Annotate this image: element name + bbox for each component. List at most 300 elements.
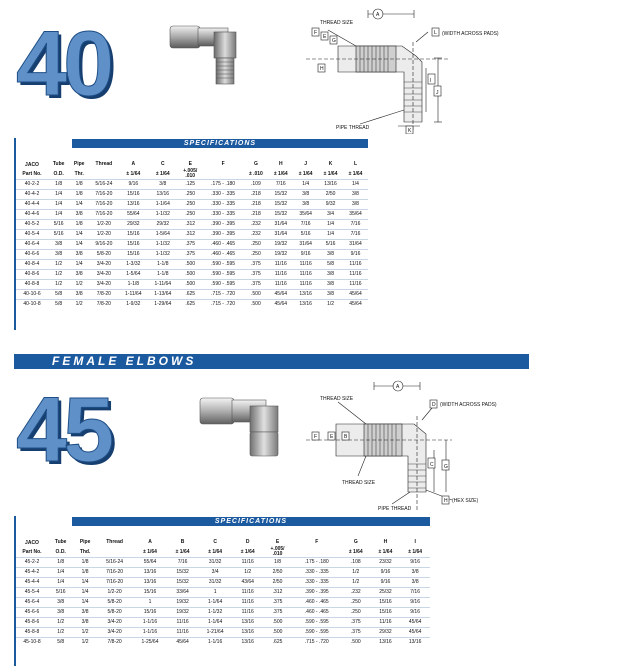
table-cell: 11/16: [343, 260, 368, 270]
label-width-across-pads-45: (WIDTH ACROSS PADS): [440, 402, 497, 408]
part-number-45: 45: [16, 379, 111, 481]
table-cell: 3/8: [318, 250, 343, 260]
table-cell: .590 - .595: [293, 618, 341, 628]
table-cell: 2/50: [263, 568, 293, 578]
table-cell: 1-1/16: [132, 618, 167, 628]
part-number-cell: 45-2-2: [16, 558, 48, 568]
table-cell: 9/16: [400, 598, 430, 608]
table-cell: 1/4: [318, 220, 343, 230]
table-row: [16, 180, 368, 190]
table-cell: .250: [243, 240, 268, 250]
table-cell: 9/16-20: [89, 240, 119, 250]
table-cell: 1/4: [69, 260, 89, 270]
table-cell: 55/64: [119, 210, 148, 220]
table-cell: 45/64: [343, 300, 368, 310]
table-cell: 13/16: [400, 638, 430, 648]
table-cell: .250: [341, 608, 371, 618]
table-cell: 23/32: [371, 558, 401, 568]
table-cell: .390 - .395: [293, 588, 341, 598]
table-cell: .625: [178, 300, 203, 310]
table-cell: 7/8-20: [89, 290, 119, 300]
table-cell: 11/16: [343, 270, 368, 280]
spec-rows-45: [16, 558, 430, 648]
table-cell: .715 - .720: [293, 638, 341, 648]
table-row: [16, 240, 368, 250]
table-cell: .218: [243, 210, 268, 220]
table-cell: 7/16-20: [89, 200, 119, 210]
table-cell: 1/8: [69, 190, 89, 200]
table-cell: 3/8: [69, 270, 89, 280]
table-cell: 1-21/64: [197, 628, 232, 638]
table-cell: 13/16: [293, 290, 318, 300]
table-cell: 13/16: [293, 300, 318, 310]
table-cell: 5/16-24: [97, 558, 132, 568]
table-cell: 13/16: [233, 618, 263, 628]
part-number-40: 40: [16, 13, 111, 115]
table-cell: 9/16: [371, 578, 401, 588]
table-cell: 35/64: [343, 210, 368, 220]
table-cell: 1-3/32: [119, 260, 148, 270]
table-cell: .218: [243, 190, 268, 200]
table-cell: 1/2: [341, 568, 371, 578]
header-part: JACO Part No.: [22, 161, 42, 177]
table-cell: 5/16: [48, 588, 73, 598]
table-cell: .375: [178, 240, 203, 250]
table-cell: 1/2: [69, 280, 89, 290]
table-cell: 3/4: [318, 210, 343, 220]
table-cell: 1/2: [233, 568, 263, 578]
table-cell: .500: [178, 280, 203, 290]
table-cell: .460 - .465: [203, 240, 244, 250]
table-cell: 1/2: [69, 300, 89, 310]
table-cell: .390 - .395: [203, 230, 244, 240]
spec-table-40: JACO Part No. Tube Pipe Thread A C E F G H J K L O.D. Thr. ± 1/64 ± 1/64 +.005/ .010 ± .010 ± 1/64 ± 1/64 ± 1/64 ± 1/64 40-2-2 1/8 1/8 5/16-24 9/16 3/8 .125 .175 - .180 .109 7/16 1/4 13/16 1/4 40-4-2 1/4 1/8 7/16-20 15/16 13/16 .250 .330 - .335 .218 15/32 3/8 2/50 3/8 40-4-4 1/4 1/4 7/16-20 13/16 1-1/64 .250 .330 - .335 .218 15/32 3/8 9/32 3/8 40-4-6 1/4 3/8 7/16-20 55/64 1-1/32 .250 .330 - .335 .218 15/32 35/64 3/4 35/64 40-5-2 5/16 1/8 1/2-20 29/32 29/32 .312 .390 - .395 .232 31/64 7/16 1/4 7/16 40-5-4 5/16 1/4 1/2-20 15/16 1-5/64 .312 .390 - .395 .232 31/64 5/16 1/4 7/16 40-6-4 3/8 1/4 9/16-20 15/16 1-1/32 .375 .460 - .465 .250 19/32 31/64 5/16 31/64 40-6-6 3/8 3/8 5/8-20 15/16 1-1/32 .375 .460 - .465 .250 19/32 9/16 3/8 9/16 40-8-4 1/2 1/4 3/4-20 1-3/32 1-1/8 .500 .590 - .595 .375 11/16 11/16 5/8 11/16 40-8-6 1/2 3/8 3/4-20 1-5/64 1-1/8 .500 .590 - .595 .375 11/16 11/16 3/8 11/16 40-8-8 1/2 1/2 3/4-20 1-1/8 1-11/64 .500 .590 - .595 .375 11/16 11/16 3/8 11/16 40-10-6 5/8 3/8 7/8-20 1-11/64 1-13/64 .625 .715 - .720 .500 45/64 13/16 3/8 45/64 40-10-8 5/8 1/2 7/8-20 1-9/32 1-29/64 .625 .715 - .720 .500 45/64 13/16 1/2 45/64: [16, 160, 368, 309]
table-row: [16, 220, 368, 230]
table-cell: 1/8: [48, 180, 69, 190]
table-row: [16, 190, 368, 200]
table-cell: 13/16: [119, 200, 148, 210]
part-number-cell: 45-8-8: [16, 628, 48, 638]
table-cell: 19/32: [168, 598, 198, 608]
table-cell: 15/16: [119, 240, 148, 250]
table-cell: 11/16: [371, 618, 401, 628]
table-cell: .232: [243, 230, 268, 240]
table-cell: 7/8-20: [97, 638, 132, 648]
part-number-cell: 40-8-6: [16, 270, 48, 280]
table-cell: .460 - .465: [203, 250, 244, 260]
table-cell: 7/8-20: [89, 300, 119, 310]
part-number-cell: 40-10-6: [16, 290, 48, 300]
table-cell: .312: [263, 588, 293, 598]
table-cell: 1/2: [318, 300, 343, 310]
table-cell: 7/16-20: [97, 578, 132, 588]
table-cell: .375: [243, 270, 268, 280]
header-part: JACO Part No.: [22, 539, 42, 555]
label-width-across-pads-40: (WIDTH ACROSS PADS): [442, 31, 499, 37]
table-cell: .330 - .335: [293, 578, 341, 588]
table-cell: 7/16-20: [97, 568, 132, 578]
table-cell: 1-9/32: [119, 300, 148, 310]
table-cell: 9/16: [371, 568, 401, 578]
svg-text:E: E: [330, 434, 334, 440]
table-cell: 7/16: [400, 588, 430, 598]
table-row: [16, 598, 430, 608]
table-cell: 5/16-24: [89, 180, 119, 190]
table-cell: 3/8: [318, 290, 343, 300]
table-cell: 15/32: [268, 210, 293, 220]
table-cell: .330 - .335: [293, 568, 341, 578]
table-cell: .500: [178, 270, 203, 280]
table-row: [16, 618, 430, 628]
table-cell: .375: [263, 608, 293, 618]
table-cell: 7/16: [343, 220, 368, 230]
svg-text:G: G: [444, 464, 448, 470]
table-cell: .500: [243, 300, 268, 310]
table-cell: 2/50: [263, 578, 293, 588]
table-cell: 15/16: [371, 598, 401, 608]
table-cell: 35/64: [293, 210, 318, 220]
table-cell: 11/16: [233, 588, 263, 598]
table-cell: .330 - .335: [203, 190, 244, 200]
table-cell: 1-1/32: [148, 210, 178, 220]
table-cell: 15/16: [119, 250, 148, 260]
svg-text:F: F: [314, 434, 318, 440]
label-thread-size-45b: THREAD SIZE: [342, 480, 376, 486]
table-row: [16, 608, 430, 618]
part-number-cell: 40-6-6: [16, 250, 48, 260]
table-cell: 13/16: [148, 190, 178, 200]
table-cell: 13/16: [132, 578, 167, 588]
table-cell: 33/64: [168, 588, 198, 598]
table-cell: .125: [178, 180, 203, 190]
table-cell: 1-1/32: [148, 240, 178, 250]
table-row: [16, 628, 430, 638]
table-cell: 1-1/64: [197, 598, 232, 608]
table-cell: 1-1/32: [197, 608, 232, 618]
table-cell: 19/32: [268, 240, 293, 250]
table-cell: .500: [341, 638, 371, 648]
svg-text:K: K: [408, 128, 412, 134]
table-cell: 1-5/64: [148, 230, 178, 240]
label-pipe-thread-45: PIPE THREAD: [378, 506, 412, 512]
table-cell: 1-1/8: [148, 260, 178, 270]
table-cell: 3/8: [48, 250, 69, 260]
part-number-cell: 45-5-4: [16, 588, 48, 598]
table-cell: 1-1/64: [148, 200, 178, 210]
table-cell: 1/4: [73, 578, 96, 588]
table-cell: 3/4-20: [89, 270, 119, 280]
table-cell: 7/16-20: [89, 190, 119, 200]
table-row: [16, 260, 368, 270]
table-cell: 3/8: [293, 200, 318, 210]
table-cell: .312: [178, 230, 203, 240]
part-number-cell: 40-8-8: [16, 280, 48, 290]
table-cell: 5/8-20: [97, 598, 132, 608]
table-cell: 9/16: [293, 250, 318, 260]
table-cell: 11/16: [343, 280, 368, 290]
table-cell: 1-11/64: [148, 280, 178, 290]
table-cell: 11/16: [268, 260, 293, 270]
spec-table-45: JACO Part No. Tube Pipe Thread A B C D E F G H I O.D. Thd. ± 1/64 ± 1/64 ± 1/64 ± 1/64 +.005/ .010 ± 1/64 ± 1/64 ± 1/64 45-2-2 1/8 1/8 5/16-24 55/64 7/16 31/32 11/16 1/8 .175 - .180 .108 23/32 9/16 45-4-2 1/4 1/8 7/16-20 13/16 15/32 3/4 1/2 2/50 .330 - .335 1/2 9/16 3/8 45-4-4 1/4 1/4 7/16-20 13/16 15/32 31/32 43/64 2/50 .330 - .335 1/2 9/16 3/8 45-5-4 5/16 1/4 1/2-20 15/16 33/64 1 11/16 .312 .390 - .395 .232 25/32 7/16 45-6-4 3/8 1/4 5/8-20 1 19/32 1-1/64 11/16 .375 .460 - .465 .250 15/16 9/16 45-6-6 3/8 3/8 5/8-20 15/16 19/32 1-1/32 11/16 .375 .460 - .465 .250 15/16 9/16 45-8-6 1/2 3/8 3/4-20 1-1/16 11/16 1-1/64 13/16 .500 .590 - .595 .375 11/16 45/64 45-8-8 1/2 1/2 3/4-20 1-1/16 11/16 1-21/64 13/16 .500 .590 - .595 .375 29/32 45/64 45-10-8 5/8 1/2 7/8-20 1-25/64 45/64 1-1/16 13/16 .625 .715 - .720 .500 13/16 13/16: [16, 538, 430, 647]
table-cell: .375: [341, 618, 371, 628]
table-cell: 29/32: [119, 220, 148, 230]
table-cell: 1/4: [48, 578, 73, 588]
part-number-cell: 40-5-2: [16, 220, 48, 230]
table-cell: 3/8: [73, 618, 96, 628]
table-cell: 45/64: [268, 300, 293, 310]
table-cell: 5/8: [48, 638, 73, 648]
svg-text:L: L: [434, 30, 437, 36]
part-number-cell: 45-6-6: [16, 608, 48, 618]
table-cell: 15/32: [268, 200, 293, 210]
table-row: [16, 290, 368, 300]
table-cell: .460 - .465: [293, 598, 341, 608]
table-cell: 13/16: [233, 628, 263, 638]
table-cell: 1/2-20: [97, 588, 132, 598]
table-cell: .625: [178, 290, 203, 300]
table-cell: 1/4: [48, 200, 69, 210]
svg-text:B: B: [344, 434, 348, 440]
label-hex-size-45: (HEX SIZE): [452, 498, 479, 504]
table-cell: 1/4: [343, 180, 368, 190]
label-pipe-thread-40: PIPE THREAD: [336, 125, 370, 131]
table-cell: 15/16: [119, 190, 148, 200]
label-thread-size-45: THREAD SIZE: [320, 396, 354, 402]
table-cell: 1/2-20: [89, 220, 119, 230]
spec-title-45: SPECIFICATIONS: [72, 517, 430, 526]
table-cell: 9/32: [318, 200, 343, 210]
table-cell: .108: [341, 558, 371, 568]
table-cell: .312: [178, 220, 203, 230]
table-cell: 9/16: [119, 180, 148, 190]
part-number-cell: 45-10-8: [16, 638, 48, 648]
table-cell: 25/32: [371, 588, 401, 598]
diagram-letter-a: A: [376, 12, 380, 18]
table-cell: 3/8: [400, 568, 430, 578]
table-cell: .500: [178, 260, 203, 270]
spec-rows-40: [16, 180, 368, 310]
table-cell: 1/4: [48, 190, 69, 200]
table-cell: 5/16: [293, 230, 318, 240]
table-cell: 1/2: [48, 260, 69, 270]
svg-text:G: G: [332, 38, 336, 44]
table-cell: 1-1/8: [148, 270, 178, 280]
svg-text:I: I: [430, 78, 432, 84]
table-cell: 1-1/32: [148, 250, 178, 260]
table-cell: 3/8: [318, 280, 343, 290]
table-cell: 3/8: [293, 190, 318, 200]
table-cell: .375: [178, 250, 203, 260]
table-cell: 15/16: [132, 588, 167, 598]
table-cell: 3/8: [318, 270, 343, 280]
table-cell: 5/8-20: [89, 250, 119, 260]
table-cell: 1/2-20: [89, 230, 119, 240]
part-number-cell: 40-5-4: [16, 230, 48, 240]
table-cell: .625: [263, 638, 293, 648]
table-cell: 1/2: [341, 578, 371, 588]
table-cell: .460 - .465: [293, 608, 341, 618]
svg-text:D: D: [432, 402, 436, 408]
table-cell: 15/32: [168, 568, 198, 578]
table-row: [16, 568, 430, 578]
table-cell: 11/16: [233, 598, 263, 608]
svg-text:E: E: [323, 34, 327, 40]
table-cell: 1/8: [69, 180, 89, 190]
table-cell: 1-1/16: [132, 628, 167, 638]
table-cell: 55/64: [132, 558, 167, 568]
table-cell: .500: [263, 628, 293, 638]
table-cell: 3/8: [48, 598, 73, 608]
table-cell: 1-1/16: [197, 638, 232, 648]
table-cell: 19/32: [268, 250, 293, 260]
svg-text:F: F: [314, 30, 318, 36]
table-cell: .715 - .720: [203, 290, 244, 300]
table-cell: 15/16: [119, 230, 148, 240]
table-cell: .590 - .595: [293, 628, 341, 638]
table-cell: 1-29/64: [148, 300, 178, 310]
part-number-cell: 45-4-2: [16, 568, 48, 578]
table-cell: 45/64: [400, 618, 430, 628]
table-cell: 1/2: [48, 270, 69, 280]
table-cell: 1-1/64: [197, 618, 232, 628]
table-cell: 1-13/64: [148, 290, 178, 300]
table-cell: 45/64: [268, 290, 293, 300]
table-cell: 3/8: [48, 608, 73, 618]
table-cell: .590 - .595: [203, 270, 244, 280]
table-cell: 1: [197, 588, 232, 598]
table-cell: 1/2: [48, 618, 73, 628]
part-number-cell: 40-2-2: [16, 180, 48, 190]
table-cell: 9/16: [400, 608, 430, 618]
table-cell: 11/16: [268, 280, 293, 290]
section-banner: [14, 354, 529, 369]
table-cell: 15/32: [268, 190, 293, 200]
table-cell: 45/64: [343, 290, 368, 300]
table-row: [16, 280, 368, 290]
part-number-cell: 40-8-4: [16, 260, 48, 270]
table-cell: 1/2: [48, 628, 73, 638]
table-cell: 7/16: [268, 180, 293, 190]
table-cell: 11/16: [293, 280, 318, 290]
table-cell: .715 - .720: [203, 300, 244, 310]
part-number-cell: 40-4-4: [16, 200, 48, 210]
table-cell: .330 - .335: [203, 200, 244, 210]
table-cell: 1/4: [318, 230, 343, 240]
table-cell: 5/16: [48, 230, 69, 240]
svg-text:H: H: [444, 498, 448, 504]
table-cell: 11/16: [293, 270, 318, 280]
table-cell: .590 - .595: [203, 260, 244, 270]
table-cell: .375: [243, 280, 268, 290]
table-cell: .232: [243, 220, 268, 230]
table-cell: 1/4: [293, 180, 318, 190]
table-cell: 1/8: [48, 558, 73, 568]
part-number-cell: 45-6-4: [16, 598, 48, 608]
table-cell: 3/8: [69, 210, 89, 220]
table-row: [16, 210, 368, 220]
table-cell: 3/8: [48, 240, 69, 250]
table-cell: 15/16: [371, 608, 401, 618]
table-cell: 1/8: [73, 568, 96, 578]
table-cell: 5/8-20: [97, 608, 132, 618]
table-cell: 11/16: [293, 260, 318, 270]
table-cell: 3/4-20: [89, 280, 119, 290]
table-row: [16, 578, 430, 588]
table-cell: 1-25/64: [132, 638, 167, 648]
table-cell: .218: [243, 200, 268, 210]
table-cell: 31/64: [293, 240, 318, 250]
table-cell: .250: [178, 190, 203, 200]
table-cell: 5/16: [48, 220, 69, 230]
label-thread-size-40: THREAD SIZE: [320, 20, 354, 26]
table-cell: 1/2: [73, 628, 96, 638]
table-cell: 9/16: [400, 558, 430, 568]
table-cell: 13/16: [371, 638, 401, 648]
table-row: [16, 270, 368, 280]
table-cell: 1/4: [48, 568, 73, 578]
table-cell: 31/32: [197, 558, 232, 568]
table-cell: 11/16: [168, 618, 198, 628]
table-cell: 11/16: [233, 608, 263, 618]
table-cell: 29/32: [371, 628, 401, 638]
table-row: [16, 250, 368, 260]
table-cell: .250: [178, 210, 203, 220]
table-cell: .375: [341, 628, 371, 638]
table-cell: 31/32: [197, 578, 232, 588]
table-cell: 1-5/64: [119, 270, 148, 280]
table-cell: 5/8: [48, 300, 69, 310]
table-cell: 45/64: [168, 638, 198, 648]
table-cell: 31/64: [268, 220, 293, 230]
table-cell: 3/4-20: [97, 618, 132, 628]
part-number-cell: 40-6-4: [16, 240, 48, 250]
table-cell: 15/32: [168, 578, 198, 588]
table-cell: 3/4: [197, 568, 232, 578]
table-cell: .250: [243, 250, 268, 260]
table-cell: 3/8: [343, 200, 368, 210]
svg-text:H: H: [320, 66, 324, 72]
table-cell: 1/4: [48, 210, 69, 220]
table-cell: 11/16: [268, 270, 293, 280]
table-cell: 29/32: [148, 220, 178, 230]
table-row: [16, 200, 368, 210]
table-cell: 3/8: [148, 180, 178, 190]
table-cell: 7/16: [343, 230, 368, 240]
table-cell: 1/8: [69, 220, 89, 230]
table-cell: 1/4: [73, 588, 96, 598]
spec-title-40: SPECIFICATIONS: [72, 139, 368, 148]
table-cell: 1: [132, 598, 167, 608]
table-cell: 3/8: [69, 250, 89, 260]
table-row: [16, 588, 430, 598]
table-cell: 43/64: [233, 578, 263, 588]
table-cell: 31/64: [268, 230, 293, 240]
svg-text:A: A: [396, 384, 400, 390]
table-cell: 1/8: [73, 558, 96, 568]
part-number-cell: 40-4-2: [16, 190, 48, 200]
part-number-cell: 45-4-4: [16, 578, 48, 588]
table-cell: 13/16: [233, 638, 263, 648]
table-cell: 5/8: [318, 260, 343, 270]
table-cell: 1-1/8: [119, 280, 148, 290]
part-number-cell: 40-10-8: [16, 300, 48, 310]
table-cell: 19/32: [168, 608, 198, 618]
svg-text:C: C: [430, 462, 434, 468]
table-cell: 1/8: [263, 558, 293, 568]
part-number-cell: 45-8-6: [16, 618, 48, 628]
table-cell: 1/4: [73, 598, 96, 608]
table-cell: 13/16: [132, 568, 167, 578]
